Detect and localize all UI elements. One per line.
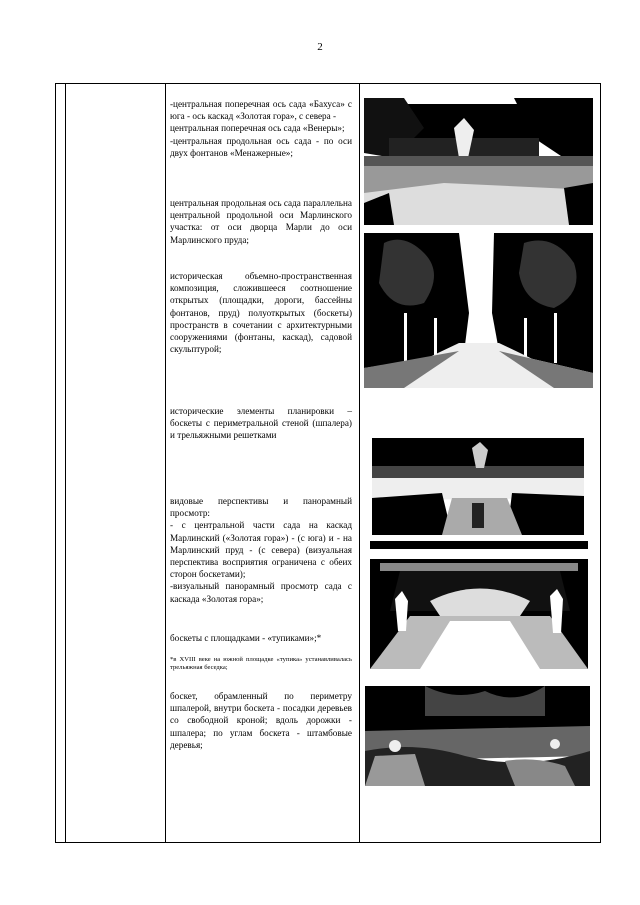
text-composition: историческая объемно-пространственная композиция, сложившееся соотношение открытых (площадки, дороги, бассейны фонтанов, пруд) полуоткрытых (боскеты) пространств в сочетании с архитектурными сооружениями (фонтаны, каскад), садовой скульптурой; bbox=[170, 271, 352, 355]
text-axes: -центральная поперечная ось сада «Бахуса» с юга - ось каскад «Золотая гора», с севера - центральная поперечная ось сада «Венеры»; -центральная продольная ось сада - по оси двух фонтанов «Менажерные»; bbox=[170, 99, 352, 158]
text-planning-elements: исторические элементы планировки – боскеты с периметральной стеной (шпалера) и трельяжными решетками bbox=[170, 406, 352, 441]
column-divider-3 bbox=[359, 84, 360, 842]
text-bosquet-description: боскет, обрамленный по периметру шпалерой, внутри боскета - посадки деревьев со свободной кроной; вдоль дорожки - шпалера; по углам боскета - штамбовые деревья; bbox=[170, 691, 352, 750]
photo-panorama bbox=[372, 438, 584, 535]
column-divider-1 bbox=[65, 84, 66, 842]
photo-tree-alley bbox=[364, 233, 593, 388]
column-divider-2 bbox=[165, 84, 166, 842]
text-bosquets-dead-ends: боскеты с площадками - «тупиками»;* bbox=[170, 633, 322, 643]
text-longitudinal-axis: центральная продольная ось сада параллельна центральной продольной оси Марлинского участка: от оси дворца Марли до оси Марлинского пруда; bbox=[170, 198, 352, 245]
page-number: 2 bbox=[317, 41, 323, 53]
photo-cascade-view bbox=[364, 98, 593, 225]
photo-bosquet bbox=[365, 686, 590, 786]
text-footnote: *в XVIII веке на южной площадке «тупика» устанавливалась трельяжная беседка; bbox=[170, 656, 352, 671]
text-perspectives: видовые перспективы и панорамный просмотр: - с центральной части сада на каскад Марлинский («Золотая гора») - (с юга) и - на Марлинский пруд - (с севера) (визуальная перспектива восприятия ограничена с обеих сторон боскетами); -визуальный панорамный просмотр сада с каскада «Золотая гора»; bbox=[170, 496, 352, 604]
photo-view-from-cascade bbox=[370, 541, 588, 669]
